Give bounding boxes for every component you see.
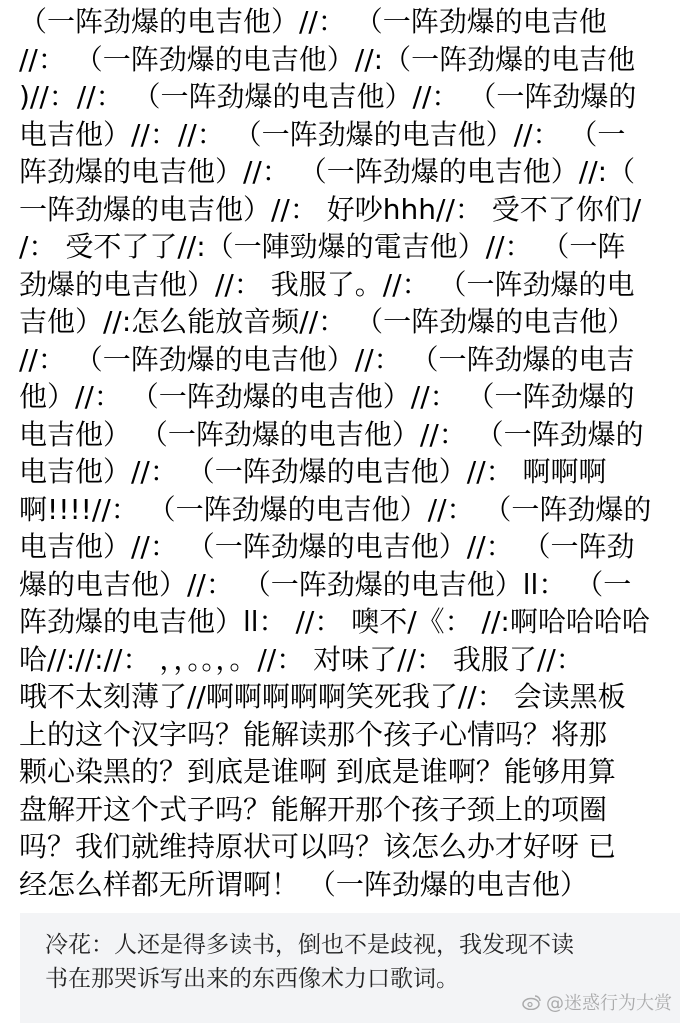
- post-text-line: 一阵劲爆的电吉他）//： 好吵hhh//： 受不了你们/: [19, 192, 642, 226]
- post-text-line: 电吉他）//：//： （一阵劲爆的电吉他）//： （一: [19, 117, 626, 151]
- post-text-line: 电吉他）//： （一阵劲爆的电吉他）//： 啊啊啊: [19, 455, 607, 488]
- quoted-comment-line: 冷花：人还是得多读书，倒也不是歧视，我发现不读: [45, 932, 574, 958]
- post-text-line: 吉他）//:怎么能放音频//： （一阵劲爆的电吉他）: [19, 305, 636, 338]
- post-body: [19, 0, 675, 903]
- post-text-line: 哈//://://： ，，。。，。//： 对味了//： 我服了//：: [19, 642, 584, 676]
- post-text-line: （一阵劲爆的电吉他）//： （一阵劲爆的电吉他: [19, 5, 607, 38]
- post-text-line: 经怎么样都无所谓啊！ （一阵劲爆的电吉他）: [19, 867, 588, 901]
- post-text-line: //： （一阵劲爆的电吉他）//： （一阵劲爆的电吉: [19, 342, 635, 376]
- post-text-line: 他）//： （一阵劲爆的电吉他）//： （一阵劲爆的: [19, 380, 635, 413]
- post-text-line: 颗心染黑的？到底是谁啊 到底是谁啊？能够用算: [19, 755, 616, 788]
- post-text-line: 劲爆的电吉他）//： 我服了。//： （一阵劲爆的电: [19, 267, 635, 301]
- post-text-line: 阵劲爆的电吉他）//： （一阵劲爆的电吉他）//:（: [19, 155, 636, 188]
- weibo-icon: [522, 994, 542, 1010]
- post-text-line: 啊!!!!//： （一阵劲爆的电吉他）//： （一阵劲爆的: [19, 492, 652, 526]
- post-text-line: 阵劲爆的电吉他）ll： //： 噢不/《： //:啊哈哈哈哈: [19, 605, 650, 638]
- post-text-line: 哦不太刻薄了//啊啊啊啊啊笑死我了//： 会读黑板: [19, 680, 626, 713]
- post-text-line: //： （一阵劲爆的电吉他）//:（一阵劲爆的电吉他: [19, 42, 636, 76]
- post-text-line: 上的这个汉字吗？能解读那个孩子心情吗？将那: [19, 717, 608, 751]
- post-text-line: 电吉他） （一阵劲爆的电吉他）//： （一阵劲爆的: [19, 417, 644, 451]
- post-text-line: )//：//： （一阵劲爆的电吉他）//： （一阵劲爆的: [19, 80, 637, 113]
- quoted-comment-line: 书在那哭诉写出来的东西像术力口歌词。: [45, 966, 459, 992]
- post-text-line: 电吉他）//： （一阵劲爆的电吉他）//： （一阵劲: [19, 530, 635, 563]
- watermark-text: @迷惑行为大赏: [546, 993, 672, 1014]
- post-text-line: 盘解开这个式子吗？能解开那个孩子颈上的项圈: [19, 792, 608, 826]
- post-text-line: /： 受不了了//:（一陣勁爆的電吉他）//： （一阵: [19, 230, 626, 263]
- post-text-line: 吗？我们就维持原状可以吗？该怎么办才好呀 已: [19, 830, 616, 863]
- post-text-line: 爆的电吉他）//： （一阵劲爆的电吉他）ll： （一: [19, 567, 632, 601]
- watermark: [522, 989, 672, 1015]
